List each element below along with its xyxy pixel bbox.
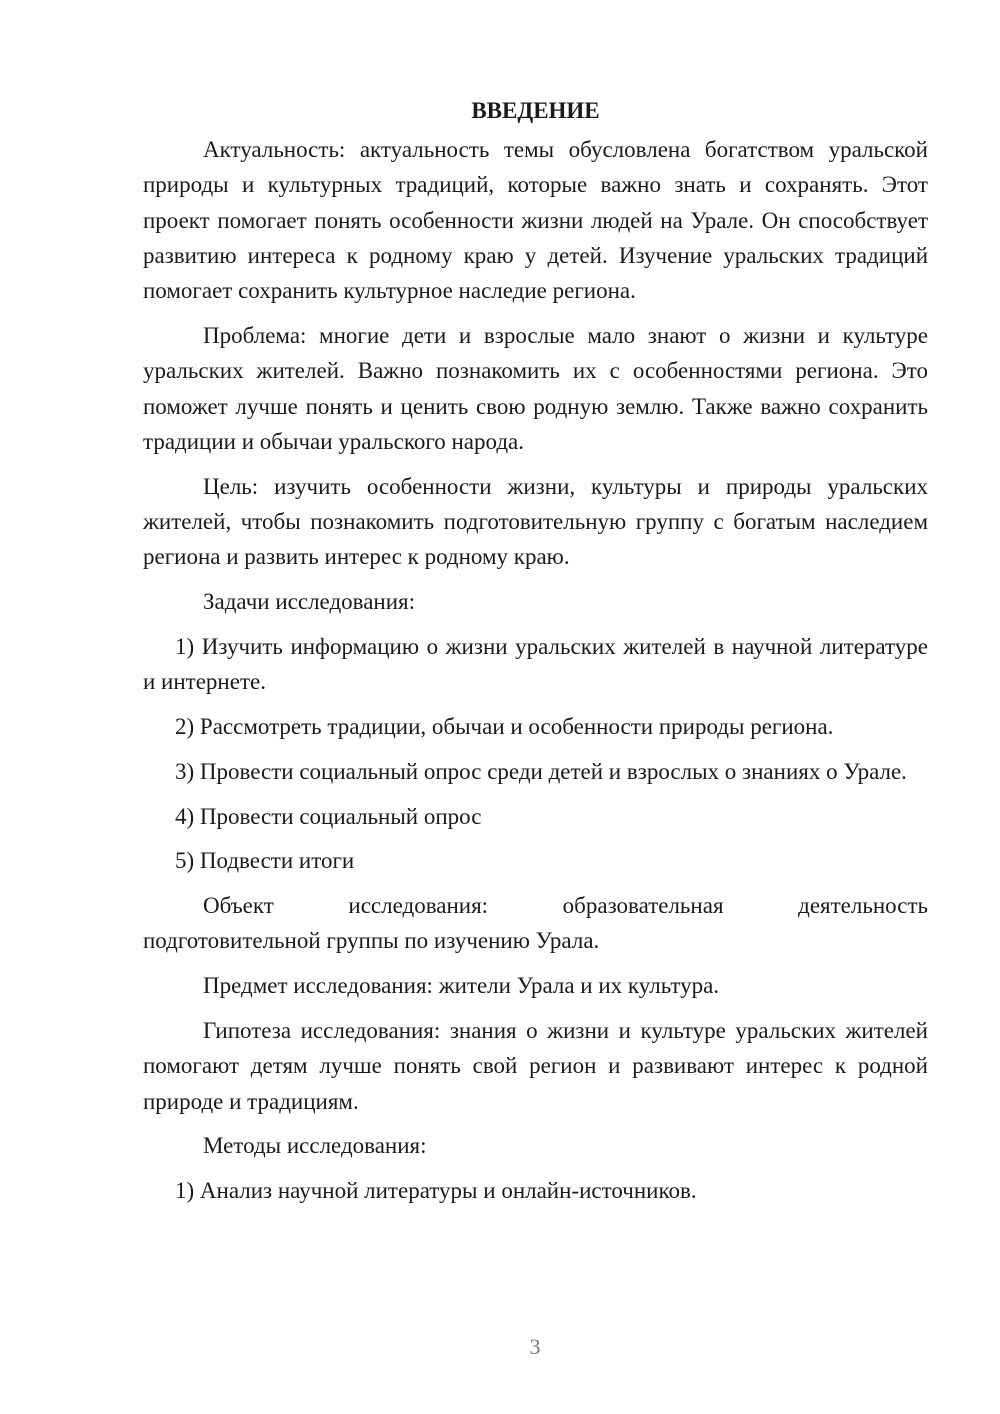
task-item-3: 3) Провести социальный опрос среди детей и взрослых о знаниях о Урале. (175, 758, 907, 784)
section-title: ВВЕДЕНИЕ (471, 98, 600, 123)
goal-paragraph: Цель: изучить особенности жизни, культуры и природы уральских жителей, чтобы познакомить подготовительную группу с богатым наследием региона и развить интерес к родному краю. (143, 473, 928, 570)
page-number: 3 (529, 1334, 541, 1359)
relevance-paragraph: Актуальность: актуальность темы обусловлена богатством уральской природы и культурных традиций, которые важно знать и сохранять. Этот проект помогает понять особенности жизни людей на Урале. Он способствует развитию интереса к родному краю у детей. Изучение уральских традиций помогает сохранить культурное наследие региона. (143, 137, 928, 304)
object-paragraph (143, 888, 928, 959)
task-item-1: 1) Изучить информацию о жизни уральских жителей в научной литературе и интернете. (143, 633, 928, 695)
tasks-heading: Задачи исследования: (203, 589, 416, 615)
hypothesis-paragraph: Гипотеза исследования: знания о жизни и культуре уральских жителей помогают детям лучше понять свой регион и развивают интерес к родной природе и традициям. (143, 1018, 928, 1114)
document-page (143, 93, 928, 1218)
subject-paragraph: Предмет исследования: жители Урала и их культура. (203, 973, 720, 999)
object-line-1: Объект исследования: образовательная деятельность (203, 893, 928, 919)
task-item-4: 4) Провести социальный опрос (175, 803, 482, 829)
task-item-5: 5) Подвести итоги (175, 848, 355, 874)
methods-heading: Методы исследования: (203, 1133, 427, 1159)
task-item-2: 2) Рассмотреть традиции, обычаи и особенности природы региона. (175, 713, 834, 739)
object-line-2: подготовительной группы по изучению Урала. (143, 928, 600, 954)
problem-paragraph: Проблема: многие дети и взрослые мало знают о жизни и культуре уральских жителей. Важно познакомить их с особенностями региона. Это поможет лучше понять и ценить свою родную землю. Также важно сохранить традиции и обычаи уральского народа. (143, 322, 928, 454)
method-item-1: 1) Анализ научной литературы и онлайн-источников. (175, 1178, 697, 1204)
